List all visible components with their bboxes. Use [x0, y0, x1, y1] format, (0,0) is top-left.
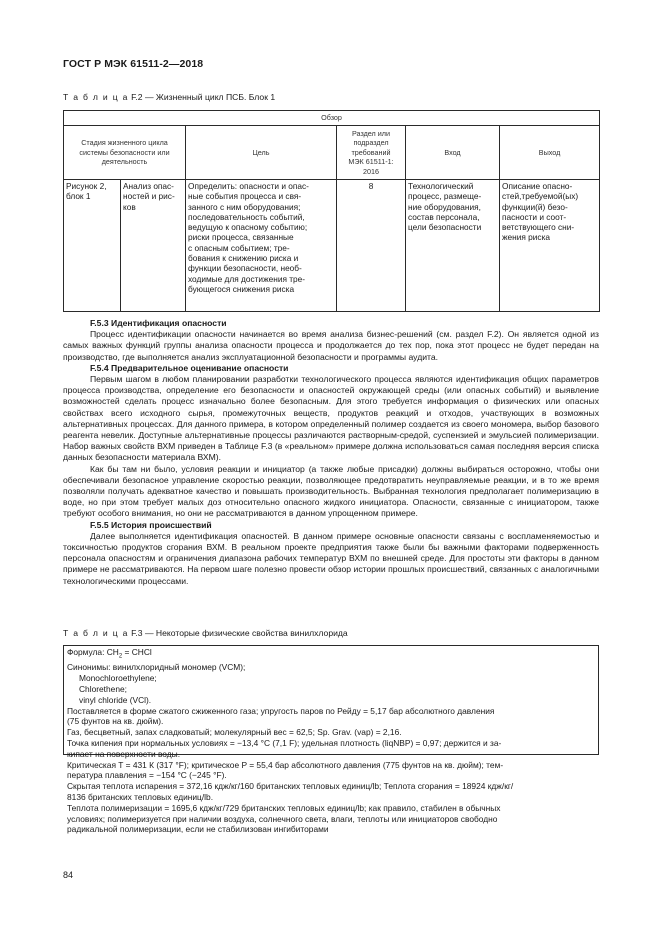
section-f53-title: F.5.3 Идентификация опасности	[90, 318, 227, 328]
cell-figure: Рисунок 2, блок 1	[64, 180, 121, 312]
page-number: 84	[63, 870, 74, 880]
table-f2-col-output: Выход	[500, 126, 600, 180]
table-f3-caption	[63, 628, 348, 639]
table-f3	[63, 645, 599, 835]
synonyms: Синонимы: винилхлоридный мономер (VCM);	[67, 662, 246, 673]
property-line: (75 фунтов на кв. дюйм).	[67, 716, 164, 727]
property-line: Теплота полимеризации = 1695,6 кдж/кг/729 британских тепловых единиц/lb; как правило, стабилен в обычных	[67, 802, 501, 813]
table-f2-overview: Обзор	[64, 111, 600, 126]
property-line: 8136 британских тепловых единиц/lb.	[67, 792, 214, 803]
section-f53-text: Процесс идентификации опасности начинается во время анализа бизнес-решений (см. раздел F.2). Он является одной из самых важных функций группы анализа опасности процесса и продолжается до тех пор, пока этот процесс не будет передан на производство, где выполняется анализ эксплуатационной безопасности и программы аудита.	[63, 329, 599, 362]
cell-section: 8	[337, 180, 406, 312]
property-line: пература плавления = −154 °С (−245 °F).	[67, 770, 227, 781]
section-f55-title: F.5.5 История происшествий	[90, 519, 212, 530]
body-text	[63, 318, 599, 587]
synonym: vinyl chloride (VCl).	[79, 694, 152, 705]
table-f2-col-input: Вход	[406, 126, 500, 180]
synonym: Chlorethene;	[79, 684, 127, 695]
table-f2	[63, 110, 600, 312]
property-line: Скрытая теплота испарения = 372,16 кдж/кг/160 британских тепловых единиц/lb; Теплота сгорания = 18924 кдж/кг/	[67, 781, 514, 792]
section-f55-text: Далее выполняется идентификация опасностей. В данном примере основные опасности связаны с воспламеняемостью и токсичностью продуктов сгорания ВХМ. В реальном проекте предприятия также были бы важными факторами подверженность персонала опасностям и ограничения диапазона рабочих температур ВХМ по внешней среде. Для простоты эти факторы в данном примере не рассматриваются. На первом шаге полезно провести обзор истории прошлых происшествий, связанных с аналогичными технологическими процессами.	[63, 530, 599, 586]
property-line: кипает на поверхности воды.	[67, 748, 181, 759]
property-line: Точка кипения при нормальных условиях = −13,4 °С (7,1 F); удельная плотность (liqNBP) = 0,97; держится и за-	[67, 738, 502, 749]
synonym: Monochloroethylene;	[79, 673, 157, 684]
section-f54-p1: Первым шагом в любом планировании разработки технологического процесса являются идентификация общих параметров процесса производства, определение его безопасности и опасностей окружающей среды (или опасных событий) и выявление возможностей сделать процесс изначально более безопасным. Для этого требуется информация о физических или опасных свойствах всего исходного сырья, промежуточных веществ, продуктов реакций и отходов, участвующих в возможных альтернативных процессах. Для данного примера, в котором определенный полимер создается из своего мономера, выбор базового реагента невелик. Доступные альтернативные процессы различаются растворным-средой, суспензией и эмульсией полимеризации. Набор важных свойств ВХМ приведен в Таблице F.3 (в «реальном» примере должна использоваться самая последняя версия списка данных безопасности материала ВХМ).	[63, 374, 599, 463]
table-f2-caption-label: Т а б л и ц а	[63, 92, 129, 102]
cell-input: Технологический процесс, размеще- ние оборудования, состав персонала, цели безопасности	[406, 180, 500, 312]
property-line: Критическая T = 431 К (317 °F); критическое P = 55,4 бар абсолютного давления (775 фунтов на кв. дюйм); тем-	[67, 759, 504, 770]
cell-stage: Анализ опас- ностей и рис- ков	[121, 180, 186, 312]
property-line: Газ, бесцветный, запах сладковатый; молекулярный вес = 62,5; Sp. Grav. (vap) = 2,16.	[67, 727, 402, 738]
property-line: Поставляется в форме сжатого сжиженного газа; упругость паров по Рейду = 5,17 бар абсолютного давления	[67, 705, 495, 716]
table-f2-col-section: Раздел или подраздел требований МЭК 61511-1: 2016	[337, 126, 406, 180]
cell-goal: Определить: опасности и опас- ные события процесса и свя- занного с ним оборудования; последовательность событий, ведущую к опасному событию; риски процесса, связанные с опасным событием; тре- бования к снижению риска и функции безопасности, необ- ходимые для достижения тре- бующегося снижения риска	[186, 180, 337, 312]
table-f2-caption	[63, 92, 275, 103]
table-f3-caption-text: F.3 — Некоторые физические свойства винилхлорида	[131, 628, 348, 638]
property-line: радикальной полимеризации, если не стабилизован ингибиторами	[67, 824, 329, 835]
table-f2-col-stage: Стадия жизненного цикла системы безопасности или деятельность	[64, 126, 186, 180]
table-f2-caption-text: F.2 — Жизненный цикл ПСБ. Блок 1	[131, 92, 276, 102]
formula: Формула: $CH_2$ = CHCl	[67, 647, 152, 660]
table-f3-caption-label: Т а б л и ц а	[63, 628, 129, 638]
property-line: условиях; полимеризуется при наличии воздуха, солнечного света, влаги, теплоты или инициаторов свободно	[67, 813, 498, 824]
table-row	[64, 180, 600, 312]
cell-output: Описание опасно- стей,требуемой(ых) функции(й) безо- пасности и соот- ветствующего сни- жения риска	[500, 180, 600, 312]
section-f54-p2: Как бы там ни было, условия реакции и инициатор (а также любые присадки) должны выбираться осторожно, чтобы они обеспечивали безопасное управление скоростью реакции, позволяющее предотвратить неуправляемые реакции, и в то же время позволяли получать адекватное качество и повышать производительность. Выбранная технология предполагает полимеризацию в воде, но при этом требует малых доз относительно опасного жидкого инициатора. Опасности, связанные с инициатором, также требуют особого внимания, но они не рассматриваются в данном упрощенном примере.	[63, 463, 599, 519]
section-f54-title: F.5.4 Предварительное оценивание опасности	[90, 362, 289, 373]
table-f2-col-goal: Цель	[186, 126, 337, 180]
document-header: ГОСТ Р МЭК 61511-2—2018	[63, 58, 204, 70]
